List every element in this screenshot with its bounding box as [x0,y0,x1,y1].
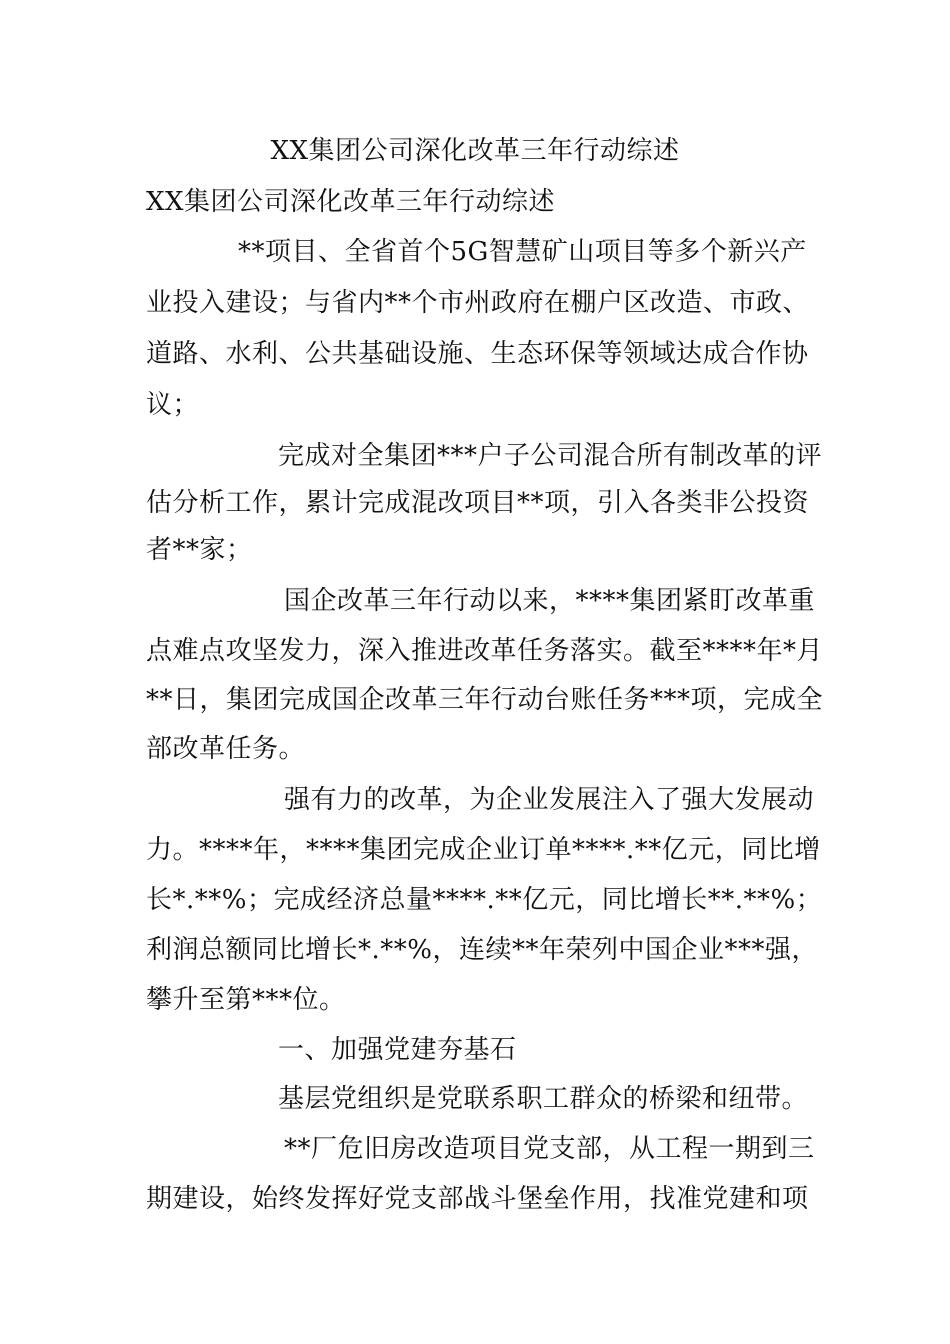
paragraph-2-line-3: 者**家； [146,535,253,565]
paragraph-3-line-4: 部改革任务。 [146,734,306,764]
paragraph-2-line-2: 估分析工作，累计完成混改项目**项，引入各类非公投资 [146,488,810,518]
paragraph-4-line-3: 长*.**%；完成经济总量****.**亿元，同比增长**.**%； [146,885,823,915]
document-subtitle: XX集团公司深化改革三年行动综述 [146,187,556,217]
paragraph-1-line-1: **项目、全省首个5G智慧矿山项目等多个新兴产 [238,237,807,267]
section-heading: 一、加强党建夯基石 [278,1035,517,1065]
paragraph-4-line-5: 攀升至第***位。 [146,985,346,1015]
paragraph-1-line-3: 道路、水利、公共基础设施、生态环保等领域达成合作协 [146,339,809,369]
paragraph-3-line-3: **日，集团完成国企改革三年行动台账任务***项，完成全 [146,685,824,715]
document-title: XX集团公司深化改革三年行动综述 [270,136,680,166]
paragraph-4-line-1: 强有力的改革，为企业发展注入了强大发展动 [284,785,815,815]
paragraph-2-line-1: 完成对全集团***户子公司混合所有制改革的评 [278,441,823,471]
paragraph-1-line-2: 业投入建设；与省内**个市州政府在棚户区改造、市政、 [146,288,810,318]
paragraph-1-line-4: 议； [146,390,200,420]
paragraph-3-line-2: 点难点攻坚发力，深入推进改革任务落实。截至****年*月 [146,636,824,666]
section-intro: 基层党组织是党联系职工群众的桥梁和纽带。 [278,1084,809,1114]
paragraph-3-line-1: 国企改革三年行动以来，****集团紧盯改革重 [284,586,816,616]
final-paragraph-line-1: **厂危旧房改造项目党支部，从工程一期到三 [284,1134,815,1164]
final-paragraph-line-2: 期建设，始终发挥好党支部战斗堡垒作用，找准党建和项 [146,1184,809,1214]
paragraph-4-line-4: 利润总额同比增长*.**%，连续**年荣列中国企业***强， [146,935,818,965]
paragraph-4-line-2: 力。****年，****集团完成企业订单****.**亿元，同比增 [146,835,821,865]
